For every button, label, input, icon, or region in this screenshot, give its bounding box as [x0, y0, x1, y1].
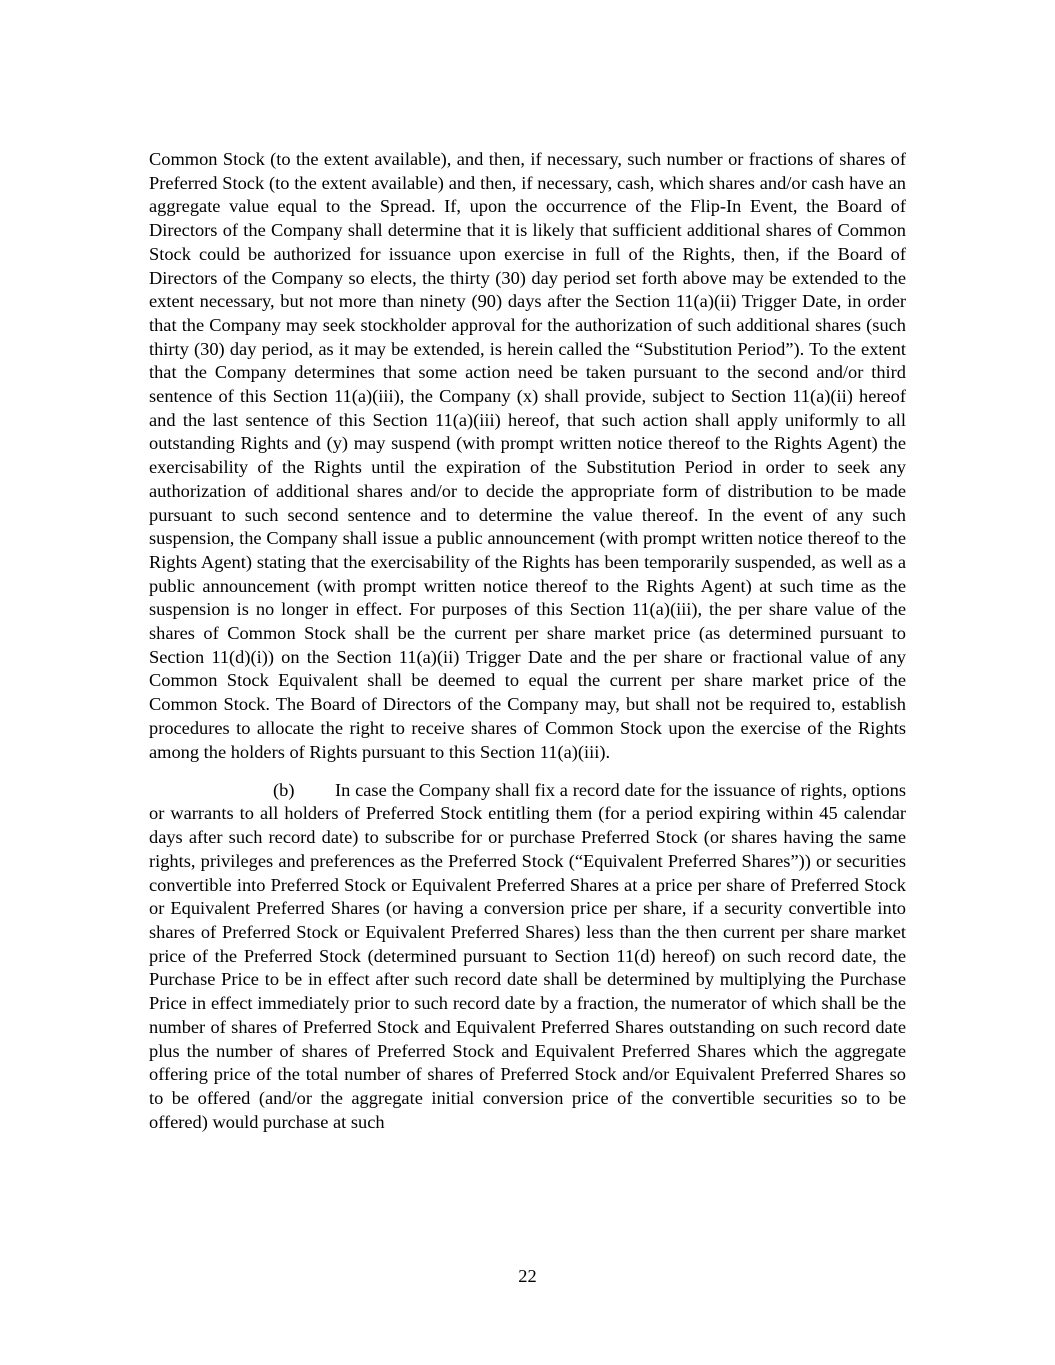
document-body	[149, 148, 906, 1134]
paragraph-text: Common Stock (to the extent available), and then, if necessary, such number or fractions of shares of Preferred Stock (to the extent available) and then, if necessary, cash, which shares and/or cash have an aggregate value equal to the Spread. If, upon the occurrence of the Flip-In Event, the Board of Directors of the Company shall determine that it is likely that sufficient additional shares of Common Stock could be authorized for issuance upon exercise in full of the Rights, then, if the Board of Directors of the Company so elects, the thirty (30) day period set forth above may be extended to the extent necessary, but not more than ninety (90) days after the Section 11(a)(ii) Trigger Date, in order that the Company may seek stockholder approval for the authorization of such additional shares (such thirty (30) day period, as it may be extended, is herein called the “Substitution Period”). To the extent that the Company determines that some action need be taken pursuant to the second and/or third sentence of this Section 11(a)(iii), the Company (x) shall provide, subject to Section 11(a)(ii) hereof and the last sentence of this Section 11(a)(iii) hereof, that such action shall apply uniformly to all outstanding Rights and (y) may suspend (with prompt written notice thereof to the Rights Agent) the exercisability of the Rights until the expiration of the Substitution Period in order to seek any authorization of additional shares and/or to decide the appropriate form of distribution to be made pursuant to such second sentence and to determine the value thereof. In the event of any such suspension, the Company shall issue a public announcement (with prompt written notice thereof to the Rights Agent) stating that the exercisability of the Rights has been temporarily suspended, as well as a public announcement (with prompt written notice thereof to the Rights Agent) at such time as the suspension is no longer in effect. For purposes of this Section 11(a)(iii), the per share value of the shares of Common Stock shall be the current per share market price (as determined pursuant to Section 11(d)(i)) on the Section 11(a)(ii) Trigger Date and the per share or fractional value of any Common Stock Equivalent shall be deemed to equal the current per share market price of the Common Stock. The Board of Directors of the Company may, but shall not be required to, establish procedures to allocate the right to receive shares of Common Stock upon the exercise of the Rights among the holders of Rights pursuant to this Section 11(a)(iii).	[149, 149, 906, 762]
page-number: 22	[518, 1266, 537, 1286]
paragraph-section-b	[149, 779, 906, 1135]
section-marker: (b)	[273, 779, 295, 800]
paragraph-text: In case the Company shall fix a record date for the issuance of rights, options or warrants to all holders of Preferred Stock entitling them (for a period expiring within 45 calendar days after such record date) to subscribe for or purchase Preferred Stock (or shares having the same rights, privileges and preferences as the Preferred Stock (“Equivalent Preferred Shares”)) or securities convertible into Preferred Stock or Equivalent Preferred Shares at a price per share of Preferred Stock or Equivalent Preferred Shares (or having a conversion price per share, if a security convertible into shares of Preferred Stock or Equivalent Preferred Shares) less than the then current per share market price of the Preferred Stock (determined pursuant to Section 11(d) hereof) on such record date, the Purchase Price to be in effect after such record date shall be determined by multiplying the Purchase Price in effect immediately prior to such record date by a fraction, the numerator of which shall be the number of shares of Preferred Stock and Equivalent Preferred Shares outstanding on such record date plus the number of shares of Preferred Stock and Equivalent Preferred Shares which the aggregate offering price of the total number of shares of Preferred Stock and/or Equivalent Preferred Shares so to be offered (and/or the aggregate initial conversion price of the convertible securities so to be offered) would purchase at such	[149, 779, 906, 1132]
paragraph-continuation	[149, 148, 906, 764]
